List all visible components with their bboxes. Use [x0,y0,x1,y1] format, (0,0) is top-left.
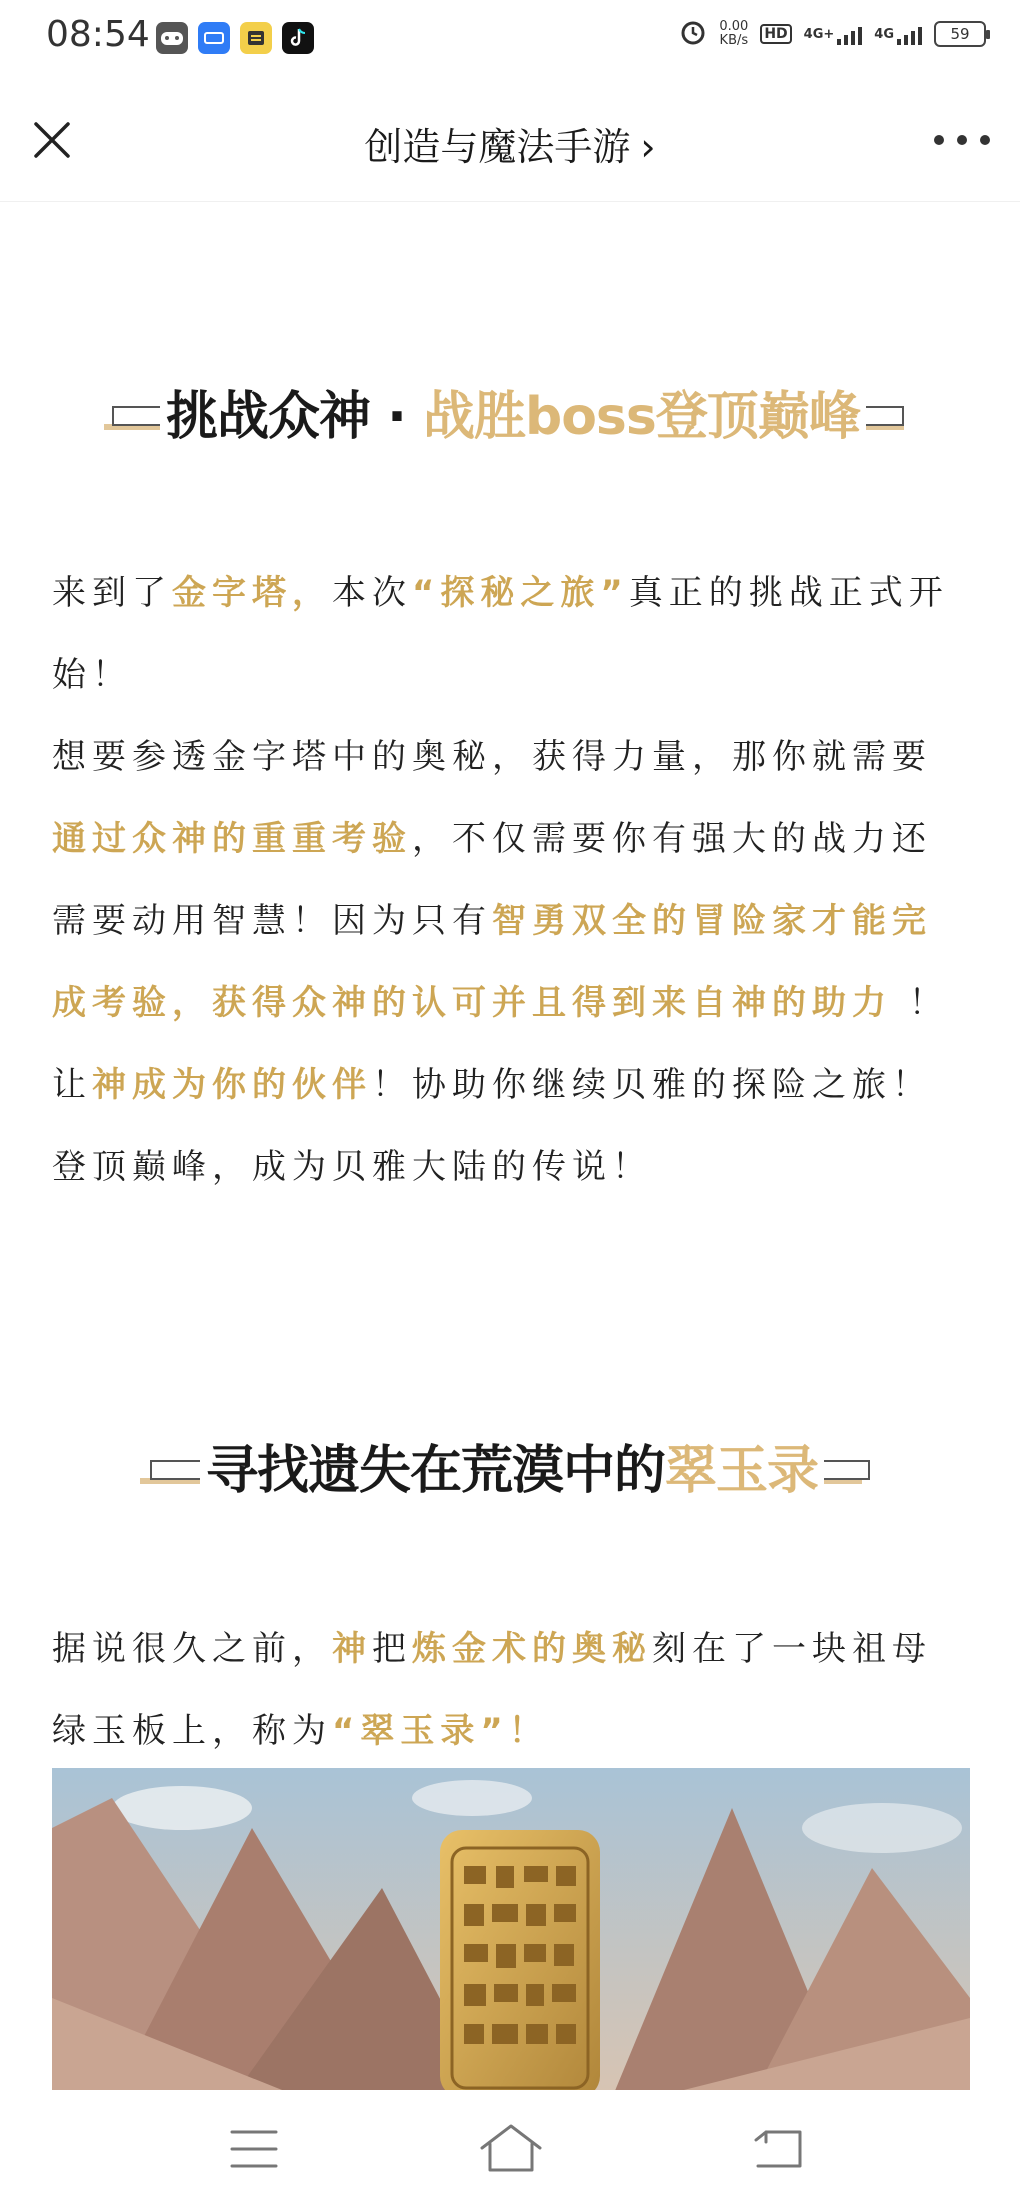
emerald-tablet-image [52,1768,970,2098]
sim2-label: 4G [874,26,894,42]
signal-bars-icon [897,23,922,45]
more-button[interactable] [934,130,990,150]
section-1-title-gold: 战胜boss登顶巅峰 [422,387,860,447]
highlight-trials: 通过众神的重重考验 [52,819,412,859]
section-1-paragraph-3: 让神成为你的伙伴！协助你继续贝雅的探险之旅！ [52,1065,932,1105]
sim1-label: 4G+ [803,26,835,42]
account-title-link[interactable] [0,116,1020,171]
section-1-title [160,374,866,449]
more-dots-icon [934,135,944,145]
battery-icon: 59 [934,21,986,47]
highlight-partner: 神成为你的伙伴 [92,1065,372,1105]
section-1-paragraph-2: 想要参透金字塔中的奥秘，获得力量，那你就需要通过众神的重重考验，不仅需要你有强大的战力还需要动用智慧！因为只有智勇双全的冒险家才能完成考验，获得众神的认可并且得到来自神的助力 ！ [52,737,949,1023]
network-speed-value: 0.00 [719,19,749,34]
signal-bars-icon [837,23,862,45]
section-heading-1 [104,380,904,450]
section-1-title-dark: 挑战众神 · [166,387,423,447]
highlight-emerald-tablet: “翠玉录”！ [332,1711,549,1751]
section-2-title-dark: 寻找遗失在荒漠中的 [206,1441,666,1501]
alarm-icon [679,18,707,50]
highlight-god: 神 [332,1629,372,1669]
news-app-icon [240,22,272,54]
highlight-alchemy: 炼金术的奥秘 [412,1629,652,1669]
notification-icons [156,22,314,54]
page-title: 创造与魔法手游 [364,125,631,169]
hd-indicator [760,24,791,44]
status-right [679,18,986,50]
system-navigation-bar [0,2090,1020,2210]
highlight-pyramid: 金字塔， [172,573,332,613]
menu-button[interactable] [230,2128,278,2170]
chevron-right-icon: › [640,125,656,169]
signal-sim1 [804,23,863,45]
status-time: 08:54 [46,14,150,55]
section-1-paragraph-4: 登顶巅峰，成为贝雅大陆的传说！ [52,1147,652,1187]
section-2-title-gold: 翠玉录 [665,1441,819,1501]
network-speed [719,20,748,48]
back-icon [752,2126,804,2172]
home-icon [478,2122,544,2174]
menu-icon [230,2128,278,2170]
nav-bar [0,78,1020,202]
network-speed-unit: KB/s [719,33,749,48]
hd-label: HD [760,24,791,44]
section-heading-2 [140,1428,870,1504]
tiktok-app-icon [282,22,314,54]
section-1-paragraph-1: 来到了金字塔，本次“探秘之旅”真正的挑战正式开始！ [52,573,949,695]
section-2-title [200,1428,824,1503]
status-bar [0,0,1020,78]
back-button[interactable] [752,2126,804,2172]
home-button[interactable] [478,2122,544,2174]
highlight-adventurer: 智勇双全的冒险家才能完成考验，获得众神的认可并且得到来自神的助力 [52,901,932,1023]
36kr-app-icon [198,22,230,54]
section-2-paragraph-1: 据说很久之前，神把炼金术的奥秘刻在了一块祖母绿玉板上，称为“翠玉录”！ [52,1629,932,1751]
highlight-journey: “探秘之旅” [412,573,629,613]
game-controller-icon [156,22,188,54]
signal-sim2 [874,23,922,45]
